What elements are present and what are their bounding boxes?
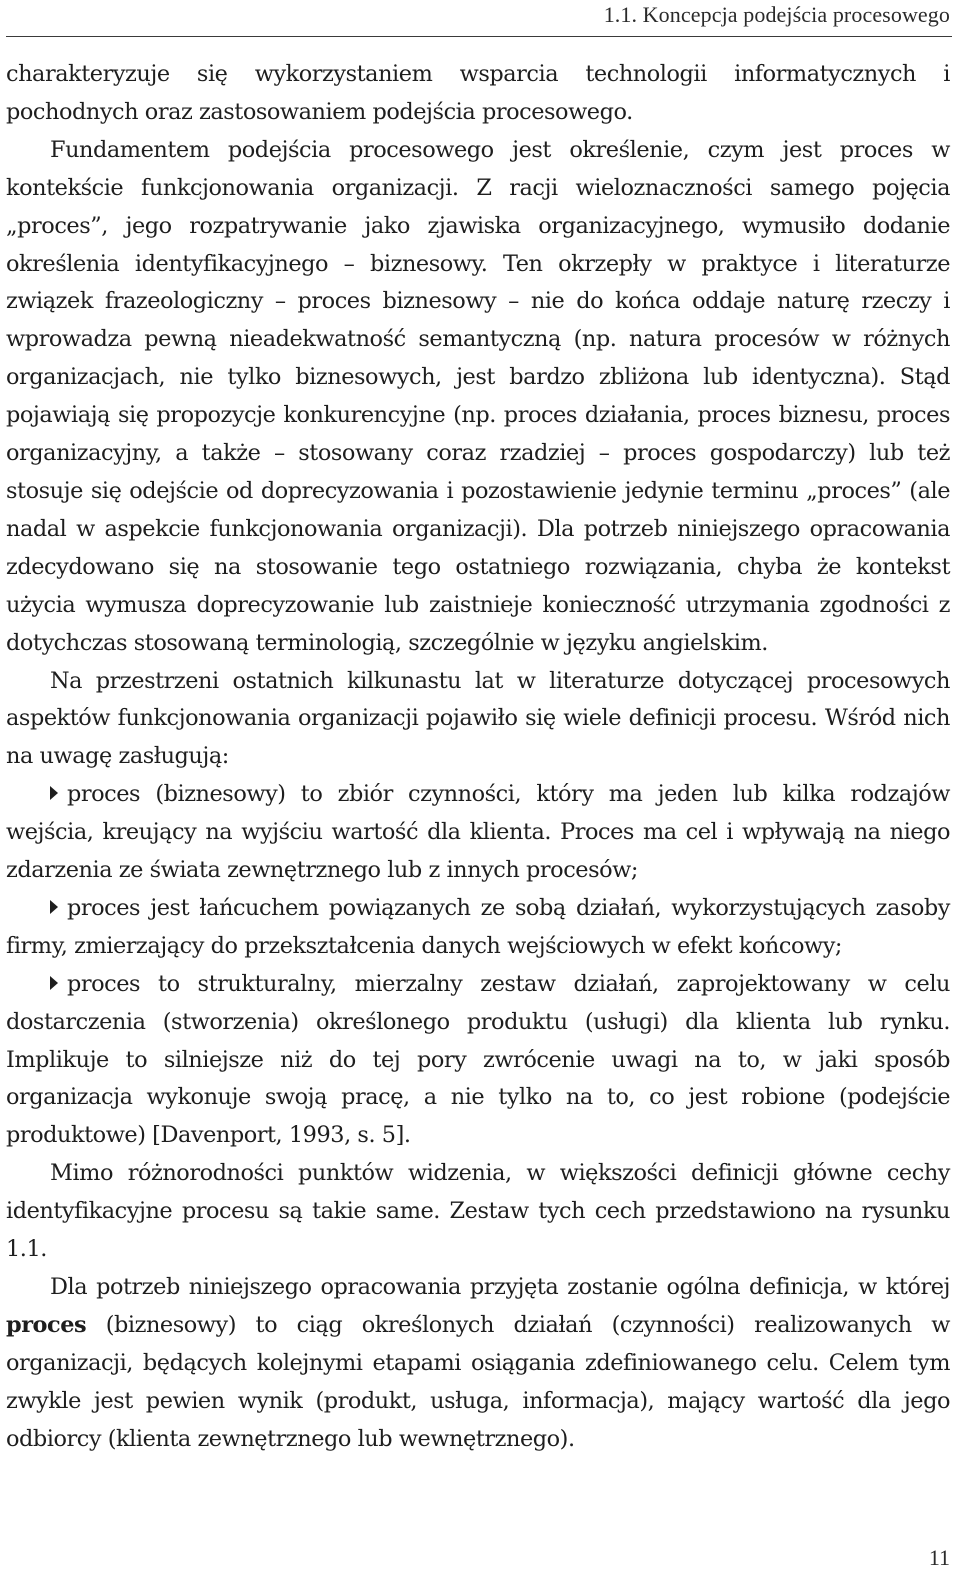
triangle-bullet-icon xyxy=(50,900,58,914)
header-rule xyxy=(6,36,952,37)
paragraph-definitions-intro: Na przestrzeni ostatnich kilkunastu lat w literaturze dotyczącej procesowych aspektów funkcjonowania organizacji pojawiło się wiele definicji procesu. Wśród nich na uwagę zasługują: xyxy=(6,667,950,770)
paragraph-process-definition xyxy=(6,1269,950,1459)
triangle-bullet-icon xyxy=(50,976,58,990)
list-item-text: proces jest łańcuchem powiązanych ze sobą działań, wykorzystujących zasoby firmy, zmierzający do przekształcenia danych wejściowych w efekt końcowy; xyxy=(6,894,950,959)
running-header: 1.1. Koncepcja podejścia procesowego xyxy=(603,2,950,27)
paragraph-common-features: Mimo różnorodności punktów widzenia, w większości definicji główne cechy identyfikacyjne procesu są takie same. Zestaw tych cech przedstawiono na rysunku 1.1. xyxy=(6,1160,950,1263)
definition-term: proces xyxy=(6,1311,87,1338)
paragraph-continuation: charakteryzuje się wykorzystaniem wsparcia technologii informatycznych i pochodnych oraz zastosowaniem podejścia procesowego. xyxy=(6,61,950,125)
page-number: 11 xyxy=(928,1545,950,1570)
paragraph-fundament: Fundamentem podejścia procesowego jest określenie, czym jest proces w kontekście funkcjonowania organizacji. Z racji wieloznaczności samego pojęcia „proces”, jego rozpatrywanie jako zjawiska organizacyjnego, wymusiło dodanie określenia identyfikacyjnego – biznesowy. Ten okrzepły w praktyce i literaturze związek frazeologiczny – proces biznesowy – nie do końca oddaje naturę rzeczy i wprowadza pewną nieadekwatność semantyczną (np. natura procesów w różnych organizacjach, nie tylko biznesowych, jest bardzo zbliżona lub identyczna). Stąd pojawiają się propozycje konkurencyjne (np. proces działania, proces biznesu, proces organizacyjny, a także – stosowany coraz rzadziej – proces gospodarczy) lub też stosuje się odejście od doprecyzowania i pozostawienie jedynie terminu „proces” (ale nadal w aspekcie funkcjonowania organizacji). Dla potrzeb niniejszego opracowania zdecydowano się na stosowanie tego ostatniego rozwiązania, chyba że kontekst użycia wymusza doprecyzowanie lub zaistnieje konieczność utrzymania zgodności z dotychczas stosowaną terminologią, szczególnie w języku angielskim. xyxy=(6,136,950,656)
list-item xyxy=(6,890,950,966)
list-item-text: proces to strukturalny, mierzalny zestaw działań, zaprojektowany w celu dostarczenia (stworzenia) określonego produktu (usługi) dla klienta lub rynku. Implikuje to silniejsze niż do tej pory zwrócenie uwagi na to, w jaki sposób organizacja wykonuje swoją pracę, a nie tylko na to, co jest robione (podejście produktowe) [Davenport, 1993, s. 5]. xyxy=(6,970,950,1149)
list-item-text: proces (biznesowy) to zbiór czynności, który ma jeden lub kilka rodzajów wejścia, kreujący na wyjściu wartość dla klienta. Proces ma cel i wpływają na niego zdarzenia ze świata zewnętrznego lub z innych procesów; xyxy=(6,781,950,884)
body-text xyxy=(6,56,950,1459)
list-item xyxy=(6,966,950,1156)
list-item xyxy=(6,776,950,890)
definition-text-before: Dla potrzeb niniejszego opracowania przyjęta zostanie ogólna definicja, w której xyxy=(50,1274,950,1300)
triangle-bullet-icon xyxy=(50,786,58,800)
definition-text-after: (biznesowy) to ciąg określonych działań (czynności) realizowanych w organizacji, będących kolejnymi etapami osiągania zdefiniowanego celu. Celem tym zwykle jest pewien wynik (produkt, usługa, informacja), mający wartość dla jego odbiorcy (klienta zewnętrznego lub wewnętrznego). xyxy=(6,1311,950,1452)
